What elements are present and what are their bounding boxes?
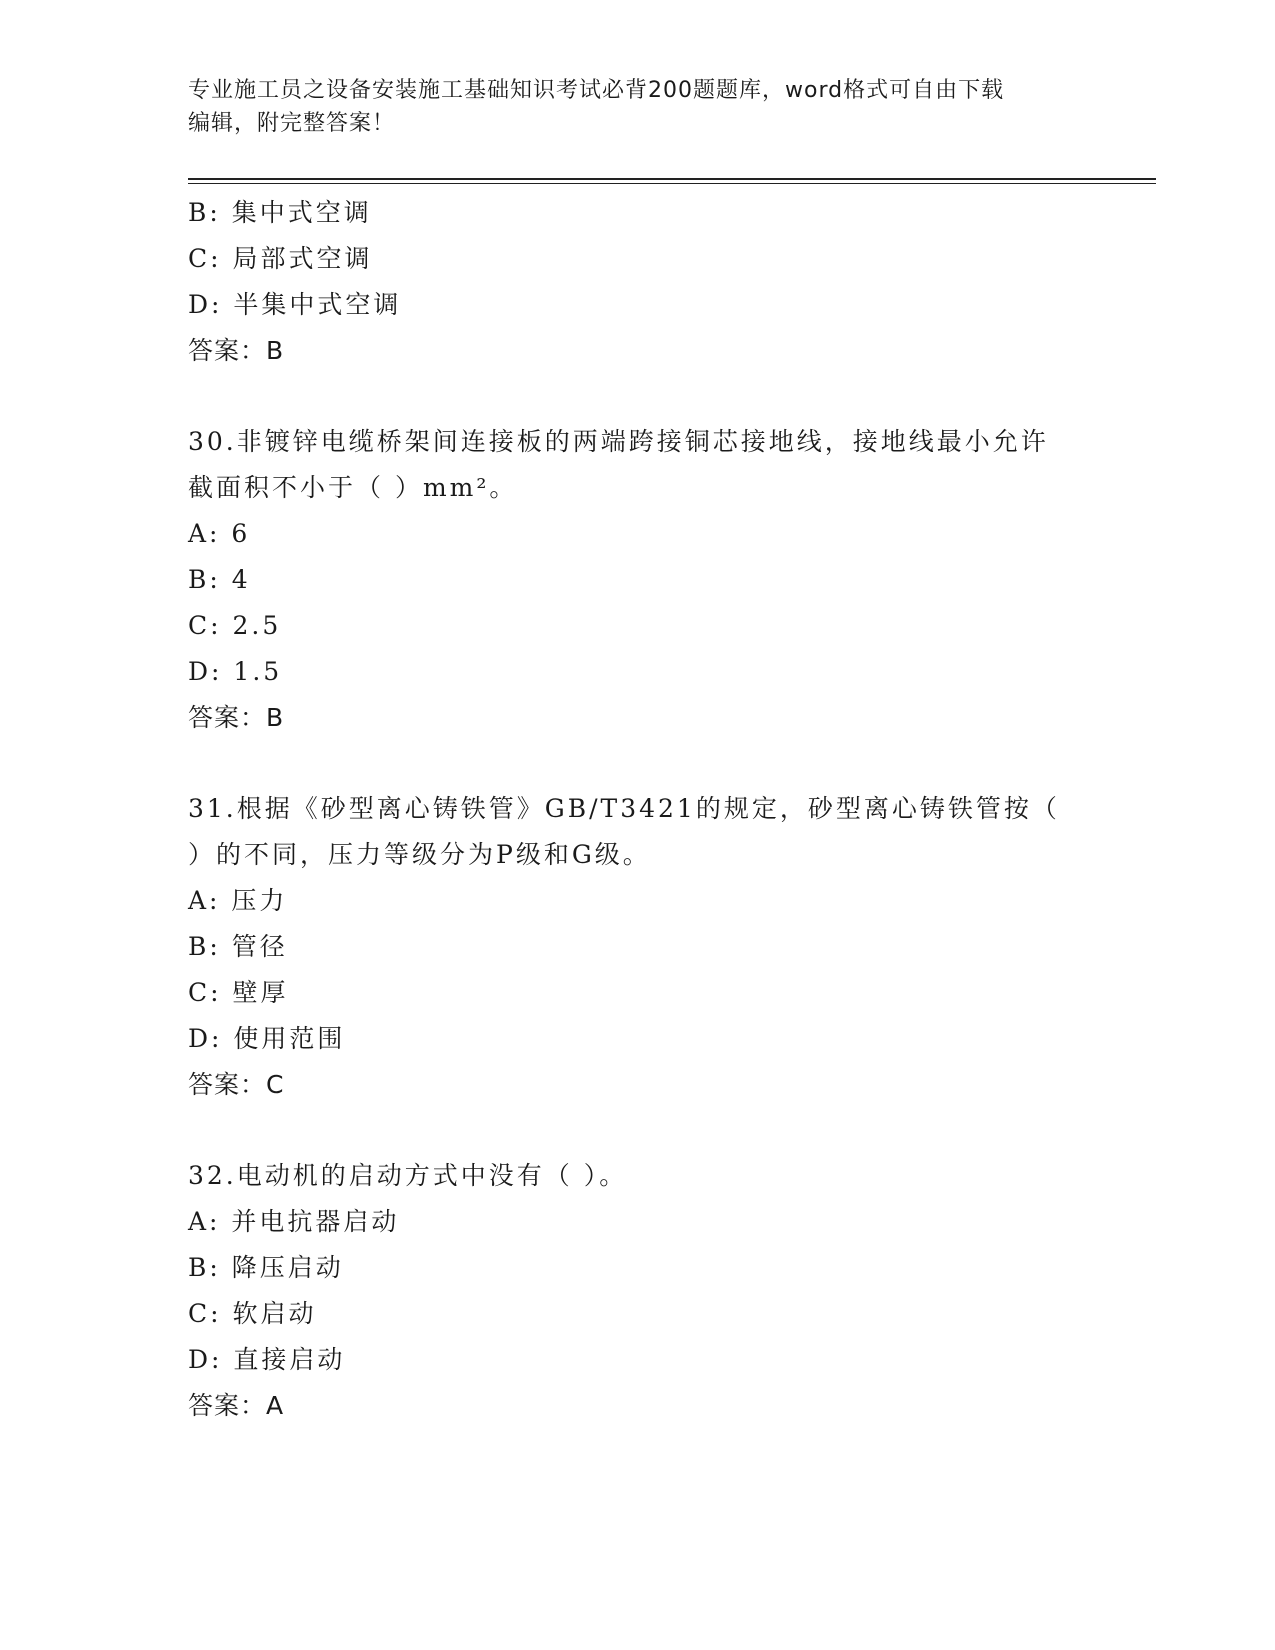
- question-stem-line-1: 32.电动机的启动方式中没有（ ）。: [188, 1161, 628, 1190]
- option-c: C: 局部式空调: [188, 244, 373, 273]
- option-d: D: 使用范围: [188, 1024, 346, 1053]
- option-c: C: 2.5: [188, 611, 282, 640]
- option-a: A: 6: [188, 519, 251, 548]
- option-a: A: 并电抗器启动: [188, 1207, 400, 1236]
- answer-line: 答案：B: [188, 336, 285, 365]
- answer-line: 答案：B: [188, 703, 285, 732]
- option-d: D: 直接启动: [188, 1345, 346, 1374]
- option-b: B: 4: [188, 565, 251, 594]
- question-list: [188, 190, 1088, 1429]
- question-32: [188, 1153, 1088, 1429]
- question-stem-line-1: 30.非镀锌电缆桥架间连接板的两端跨接铜芯接地线，接地线最小允许: [188, 427, 1049, 456]
- option-d: D: 半集中式空调: [188, 290, 402, 319]
- question-stem-line-2: ）的不同，压力等级分为P级和G级。: [188, 840, 651, 869]
- option-b: B: 管径: [188, 932, 288, 961]
- header-divider-thick: [188, 178, 1156, 180]
- option-d: D: 1.5: [188, 657, 283, 686]
- document-header: [188, 74, 1088, 140]
- prev-question-block: [188, 190, 1088, 374]
- option-b: B: 集中式空调: [188, 198, 372, 227]
- option-a: A: 压力: [188, 886, 288, 915]
- header-line-2: 编辑，附完整答案！: [188, 111, 396, 136]
- option-c: C: 软启动: [188, 1299, 317, 1328]
- question-stem-line-1: 31.根据《砂型离心铸铁管》GB/T3421的规定，砂型离心铸铁管按（: [188, 794, 1060, 823]
- header-divider-thin: [188, 183, 1156, 184]
- option-c: C: 壁厚: [188, 978, 289, 1007]
- question-stem-line-2: 截面积不小于（ ）mm²。: [188, 473, 518, 502]
- question-30: [188, 419, 1088, 741]
- question-31: [188, 786, 1088, 1108]
- header-line-1: 专业施工员之设备安装施工基础知识考试必背200题题库，word格式可自由下载: [188, 78, 1005, 103]
- option-b: B: 降压启动: [188, 1253, 344, 1282]
- answer-line: 答案：C: [188, 1070, 285, 1099]
- answer-line: 答案：A: [188, 1391, 285, 1420]
